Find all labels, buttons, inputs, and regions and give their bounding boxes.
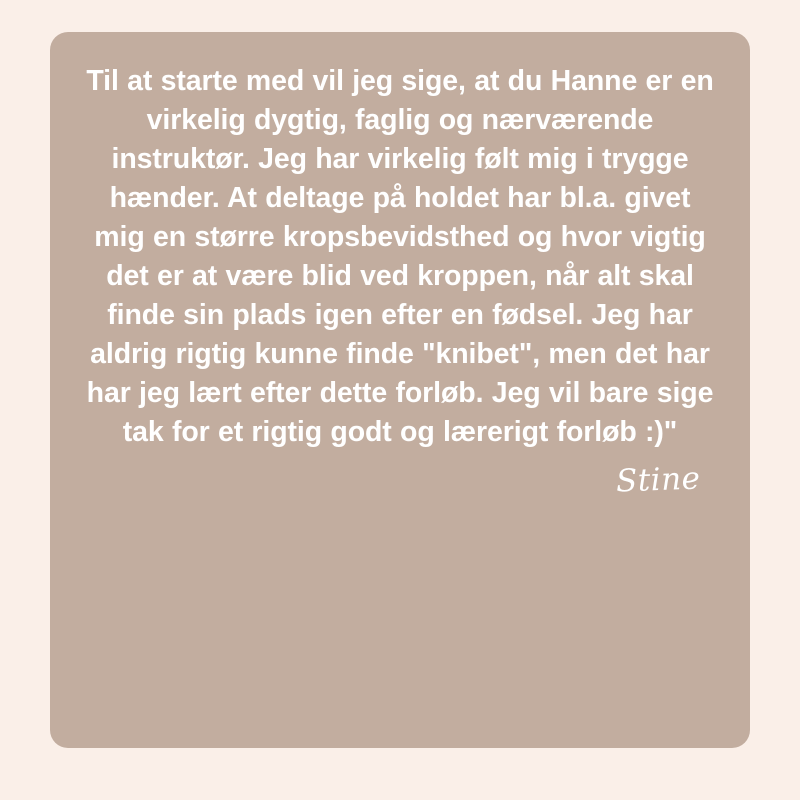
- signature-name: Stine: [614, 460, 701, 500]
- testimonial-quote-text: Til at starte med vil jeg sige, at du Hanne er en virkelig dygtig, faglig og nærværende instruktør. Jeg har virkelig følt mig i trygge hænder. At deltage på holdet har bl.a. givet mig en større kropsbevidsthed og hvor vigtig det er at være blid ved kroppen, når alt skal finde sin plads igen efter en fødsel. Jeg har aldrig rigtig kunne finde "knibet", men det har har jeg lært efter dette forløb. Jeg vil bare sige tak for et rigtig godt og lærerigt forløb :)": [86, 65, 714, 449]
- testimonial-card: [50, 32, 750, 748]
- signature-row: [84, 462, 716, 498]
